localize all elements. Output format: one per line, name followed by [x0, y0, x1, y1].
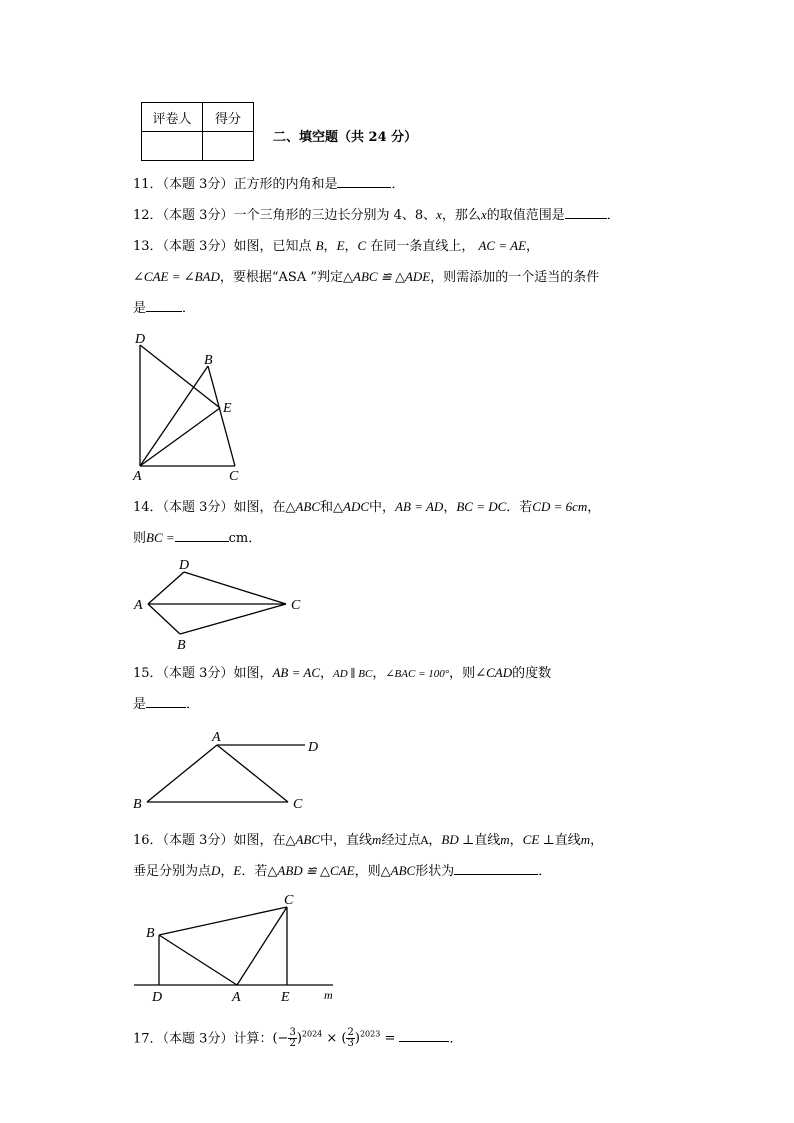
question-17: 17．（本题 3分）计算：(− $\frac{3}{2}$ )$^{2024}$ × ( $\frac{2}{3}$ )$^{2023}$ = ．: [133, 1027, 463, 1050]
question-number: 17．: [133, 1031, 163, 1047]
point-A-label: A: [134, 598, 143, 613]
question-number: 15．: [133, 666, 163, 681]
answer-blank[interactable]: [399, 1029, 449, 1042]
question-points: （本题 3分）: [162, 239, 234, 254]
question-13-line-3: 是 ．: [133, 301, 196, 316]
figure-14: [128, 555, 318, 655]
score-table: [141, 102, 254, 161]
point-C-label: C: [284, 893, 294, 908]
point-E-label: E: [223, 401, 232, 416]
line-m-label: m: [324, 988, 333, 1002]
question-number: 12．: [133, 208, 163, 223]
question-14-line-1: 14．（本题 3分）如图，在△ABC和△ADC中，AB = AD，BC = DC．若CD = 6cm，: [133, 499, 601, 515]
answer-blank[interactable]: [146, 695, 186, 708]
section-title: 二、填空题（共 24 分）: [273, 130, 418, 145]
question-15-line-2: 是 ．: [133, 697, 200, 712]
question-16-line-2: 垂足分别为点D，E．若△ABD ≌ △CAE，则△ABC形状为 ．: [133, 863, 552, 879]
question-points: （本题 3分）: [162, 500, 234, 515]
point-D-label: D: [179, 558, 190, 573]
question-16-line-1: 16．（本题 3分）如图，在△ABC中，直线m经过点A，BD ⊥直线m，CE ⊥直线m，: [133, 832, 604, 848]
point-B-label: B: [133, 797, 142, 812]
answer-blank[interactable]: [565, 206, 607, 219]
answer-blank[interactable]: [146, 299, 182, 312]
question-points: （本题 3分）: [162, 666, 234, 681]
score-header: 得分: [203, 103, 254, 132]
point-D-label: D: [152, 990, 163, 1005]
question-number: 16．: [133, 833, 163, 848]
question-points: （本题 3分）: [162, 177, 234, 192]
question-15-line-1: 15．（本题 3分）如图，AB = AC，AD ∥ BC，∠BAC = 100°，则∠CAD的度数: [133, 665, 552, 681]
point-C-label: C: [229, 469, 239, 484]
reviewer-cell: [142, 132, 203, 161]
point-D-label: D: [308, 740, 319, 755]
question-11: 11．（本题 3分）正方形的内角和是 ．: [133, 177, 405, 192]
answer-blank[interactable]: [454, 862, 538, 875]
expression: (− $\frac{3}{2}$ )$^{2024}$ × ( $\frac{2}{3}$ )$^{2023}$ =: [272, 1027, 396, 1050]
point-A-label: A: [212, 730, 221, 745]
question-14-line-2: 则BC = cm．: [133, 530, 262, 546]
point-A-label: A: [232, 990, 241, 1005]
point-B-label: B: [146, 926, 155, 941]
point-B-label: B: [204, 353, 213, 368]
question-points: （本题 3分）: [162, 208, 234, 223]
figure-15: [128, 722, 338, 817]
figure-13: [125, 325, 255, 485]
point-B-label: B: [177, 638, 186, 653]
point-A-label: A: [133, 469, 142, 484]
answer-blank[interactable]: [175, 529, 229, 542]
point-C-label: C: [293, 797, 303, 812]
reviewer-header: 评卷人: [142, 103, 203, 132]
question-number: 14．: [133, 500, 163, 515]
point-D-label: D: [135, 332, 146, 347]
fraction: $\frac{2}{3}$: [347, 1027, 354, 1050]
answer-blank[interactable]: [337, 175, 391, 188]
question-number: 13．: [133, 239, 163, 254]
question-13-line-2: ∠CAE = ∠BAD，要根据“ASA ”判定△ABC ≌ △ADE，则需添加的一个适当的条件: [133, 269, 600, 285]
point-C-label: C: [291, 598, 301, 613]
question-text: 正方形的内角和是: [233, 177, 338, 192]
question-12: 12．（本题 3分）一个三角形的三边长分别为 4、8、x，那么x的取值范围是 ．: [133, 207, 620, 223]
question-points: （本题 3分）: [162, 1031, 234, 1047]
question-number: 11．: [133, 177, 163, 192]
figure-16: [128, 890, 348, 1005]
question-13-line-1: 13．（本题 3分）如图，已知点 B，E，C 在同一条直线上， AC = AE，: [133, 238, 540, 254]
point-E-label: E: [281, 990, 290, 1005]
score-cell: [203, 132, 254, 161]
question-points: （本题 3分）: [162, 833, 234, 848]
fraction: $\frac{3}{2}$: [289, 1027, 296, 1050]
